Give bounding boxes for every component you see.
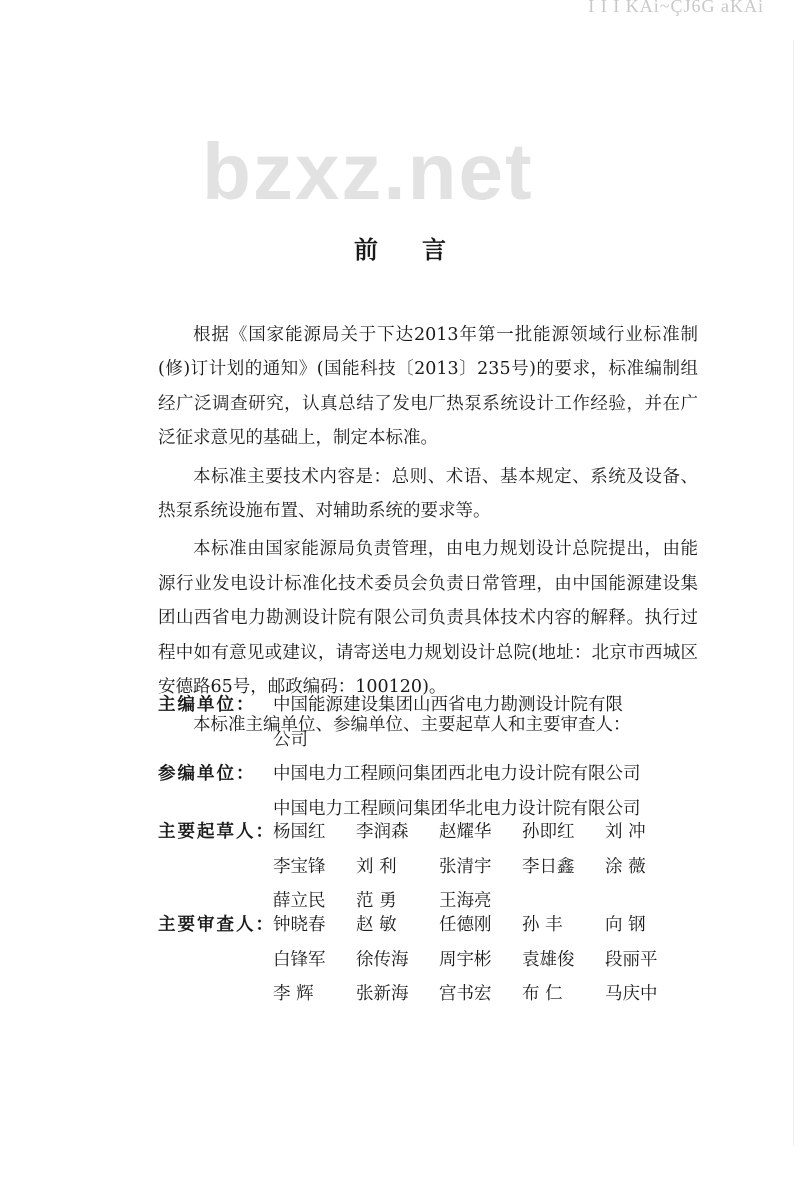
- reviewer-name: 段丽平: [605, 949, 658, 970]
- drafter-name: 涂 薇: [605, 856, 646, 877]
- chief-unit-line: 中国能源建设集团山西省电力勘测设计院有限: [273, 695, 623, 715]
- paragraph-contents: 本标准主要技术内容是：总则、术语、基本规定、系统及设备、热泵系统设施布置、对辅助系统的要求等。: [158, 466, 698, 522]
- drafter-name: 李宝锋: [273, 856, 326, 877]
- preface-body: [158, 318, 698, 747]
- page-edge-shadow: [793, 40, 794, 1146]
- drafter-name: 王海亮: [439, 891, 492, 911]
- reviewers-section: [158, 908, 718, 1012]
- reviewers-names: [273, 908, 718, 1012]
- chief-unit-label: 主编单位：: [158, 695, 256, 715]
- drafter-name: 李日鑫: [522, 856, 575, 877]
- drafters-names: [273, 815, 718, 919]
- drafter-name: 李润森: [356, 822, 409, 842]
- drafter-name: 孙即红: [522, 822, 575, 842]
- chief-unit-line: 公司: [273, 729, 308, 750]
- reviewer-name: 钟晓春: [273, 915, 326, 935]
- page-title: 前言: [354, 236, 490, 264]
- reviewer-name: 赵 敏: [356, 915, 397, 935]
- reviewer-name: 李 辉: [273, 984, 314, 1004]
- reviewer-name: 马庆中: [605, 984, 658, 1004]
- drafter-name: 刘 冲: [605, 822, 646, 842]
- paragraph-units-intro: 本标准主编单位、参编单位、主要起草人和主要审查人：: [193, 715, 631, 736]
- drafter-name: 赵耀华: [439, 822, 492, 842]
- drafters-label: 主要起草人：: [158, 822, 275, 842]
- header-code: I I I KAi~ÇJ6G aKAi: [588, 0, 764, 16]
- drafter-name: 杨国红: [273, 822, 326, 842]
- paragraph-management: 本标准由国家能源局负责管理，由电力规划设计总院提出，由能源行业发电设计标准化技术委员会负责日常管理，由中国能源建设集团山西省电力勘测设计院有限公司负责具体技术内容的解释。执行过程中如有意见或建议，请寄送电力规划设计总院(地址：北京市西城区安德路65号，邮政编码：100120)。: [158, 539, 698, 698]
- reviewer-name: 宫书宏: [439, 984, 492, 1004]
- reviewer-name: 周宇彬: [439, 949, 492, 970]
- drafter-name: 张清宇: [439, 856, 492, 877]
- drafter-name: 薛立民: [273, 891, 326, 911]
- reviewer-name: 张新海: [356, 984, 409, 1004]
- watermark: bzxz.net: [202, 127, 534, 216]
- reviewer-name: 徐传海: [356, 949, 409, 970]
- reviewer-name: 任德刚: [439, 915, 492, 935]
- participating-unit-line: 中国电力工程顾问集团华北电力设计院有限公司: [273, 798, 641, 819]
- drafter-name: 刘 利: [356, 856, 397, 877]
- reviewer-name: 布 仁: [522, 984, 563, 1004]
- drafters-section: [158, 815, 718, 919]
- reviewer-name: 孙 丰: [522, 915, 563, 935]
- participating-unit-line: 中国电力工程顾问集团西北电力设计院有限公司: [273, 764, 641, 784]
- drafter-name: 范 勇: [356, 891, 397, 911]
- paragraph-basis: 根据《国家能源局关于下达2013年第一批能源领域行业标准制(修)订计划的通知》(国能科技〔2013〕235号)的要求，标准编制组经广泛调查研究，认真总结了发电厂热泵系统设计工作经验，并在广泛征求意见的基础上，制定本标准。: [158, 325, 698, 449]
- chief-unit-section: [158, 688, 718, 757]
- reviewer-name: 向 钢: [605, 915, 646, 935]
- participating-units-label: 参编单位：: [158, 764, 256, 784]
- reviewer-name: 袁雄俊: [522, 949, 575, 970]
- reviewer-name: 白锋军: [273, 949, 326, 970]
- reviewers-label: 主要审查人：: [158, 915, 275, 935]
